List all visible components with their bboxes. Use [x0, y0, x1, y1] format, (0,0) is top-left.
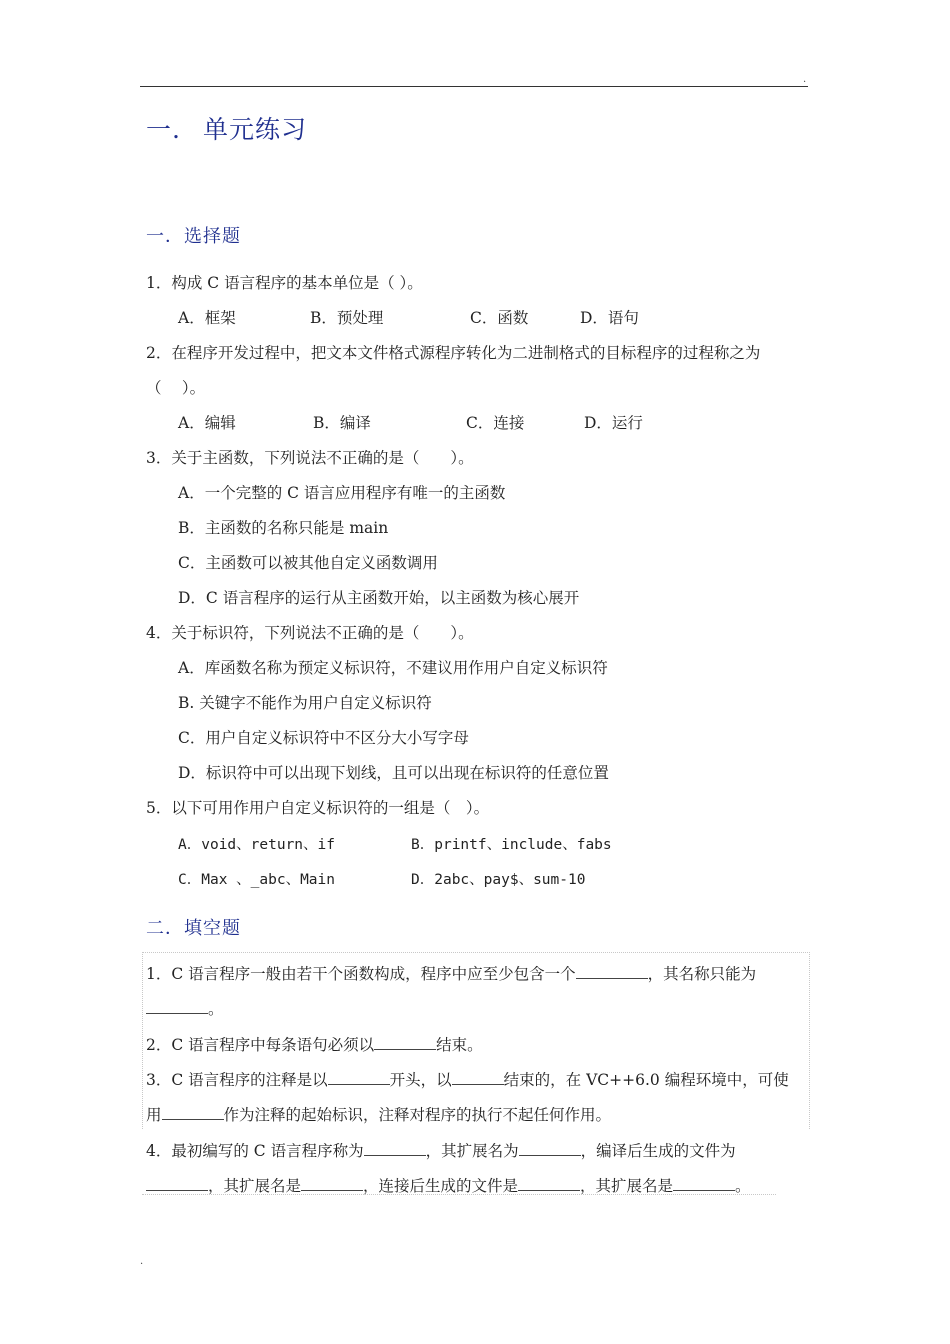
answer-blank[interactable]: [146, 999, 208, 1014]
fill-text: ，编译后生成的文件为: [580, 1142, 736, 1160]
option-b: B．主函数的名称只能是 main: [178, 519, 389, 537]
fill-text: ，其扩展名为: [425, 1142, 519, 1160]
answer-blank[interactable]: [518, 1176, 580, 1191]
question-4: 4．关于标识符，下列说法不正确的是（ ）。: [146, 624, 474, 642]
option-a: A．库函数名称为预定义标识符，不建议用作用户自定义标识符: [178, 659, 608, 677]
fill-text: 开头，以: [389, 1071, 452, 1089]
fill-question-3-line2: [146, 1105, 611, 1125]
option-d: D．标识符中可以出现下划线，且可以出现在标识符的任意位置: [178, 764, 609, 782]
fill-question-4-line2: [146, 1176, 751, 1196]
option-d: D．语句: [580, 309, 639, 327]
question-1: 1．构成 C 语言程序的基本单位是（ ）。: [146, 274, 423, 292]
question-5: 5．以下可用作用户自定义标识符的一组是（ ）。: [146, 799, 490, 817]
fill-question-1-line1: [146, 964, 756, 984]
option-d: D．C 语言程序的运行从主函数开始，以主函数为核心展开: [178, 589, 580, 607]
fill-text: 3．C 语言程序的注释是以: [146, 1071, 328, 1089]
answer-blank[interactable]: [374, 1035, 436, 1050]
fill-question-4-line1: [146, 1141, 736, 1161]
header-rule: [140, 86, 808, 87]
fill-text: ，其扩展名是: [580, 1177, 674, 1195]
fill-text: 1．C 语言程序一般由若干个函数构成，程序中应至少包含一个: [146, 965, 576, 983]
fill-question-1-line2: [146, 999, 224, 1019]
option-b: B. 关键字不能作为用户自定义标识符: [178, 694, 432, 712]
question-2-line1: 2．在程序开发过程中，把文本文件格式源程序转化为二进制格式的目标程序的过程称之为: [146, 344, 761, 362]
fill-text: 作为注释的起始标识，注释对程序的执行不起任何作用。: [223, 1106, 612, 1124]
footer-dot: .: [140, 1256, 144, 1267]
option-c: C．用户自定义标识符中不区分大小写字母: [178, 729, 469, 747]
option-c: C．Max 、_abc、Main: [178, 872, 335, 888]
option-a: A．void、return、if: [178, 837, 335, 853]
option-b: B．预处理: [310, 309, 384, 327]
option-a: A．一个完整的 C 语言应用程序有唯一的主函数: [178, 484, 506, 502]
option-d: D．运行: [584, 414, 643, 432]
option-a: A．编辑: [178, 414, 236, 432]
fill-text: 4．最初编写的 C 语言程序称为: [146, 1142, 364, 1160]
fill-box-bottom-border: [142, 1194, 776, 1195]
option-c: C．函数: [470, 309, 529, 327]
option-b: B．编译: [313, 414, 371, 432]
option-c: C．连接: [466, 414, 525, 432]
fill-text: 2．C 语言程序中每条语句必须以: [146, 1036, 375, 1054]
answer-blank[interactable]: [673, 1176, 735, 1191]
answer-blank[interactable]: [364, 1141, 426, 1156]
answer-blank[interactable]: [452, 1070, 504, 1085]
unit-number: 一.: [146, 115, 181, 144]
answer-blank[interactable]: [576, 964, 648, 979]
unit-title-text: 单元练习: [202, 115, 307, 144]
option-b: B．printf、include、fabs: [411, 837, 612, 853]
header-dot: .: [803, 74, 807, 85]
fill-text: 用: [146, 1106, 162, 1124]
section-title-choice: 一．选择题: [146, 226, 241, 247]
option-a: A．框架: [178, 309, 236, 327]
fill-text: 。: [735, 1177, 751, 1195]
answer-blank[interactable]: [519, 1141, 581, 1156]
section-title-fill: 二．填空题: [146, 918, 241, 939]
unit-heading: [146, 110, 307, 146]
fill-text: ，其扩展名是: [208, 1177, 302, 1195]
option-d: D．2abc、pay$、sum-10: [411, 872, 586, 888]
fill-text: 结束。: [436, 1036, 483, 1054]
answer-blank[interactable]: [146, 1176, 208, 1191]
fill-question-2: [146, 1035, 483, 1055]
answer-blank[interactable]: [301, 1176, 363, 1191]
question-3: 3．关于主函数，下列说法不正确的是（ ）。: [146, 449, 474, 467]
fill-text: ，其名称只能为: [647, 965, 757, 983]
question-2-line2: （ ）。: [146, 379, 206, 397]
option-c: C．主函数可以被其他自定义函数调用: [178, 554, 438, 572]
fill-text: 。: [208, 1000, 224, 1018]
answer-blank[interactable]: [328, 1070, 390, 1085]
fill-text: ，连接后生成的文件是: [363, 1177, 519, 1195]
fill-question-3-line1: [146, 1070, 789, 1090]
answer-blank[interactable]: [162, 1105, 224, 1120]
fill-text: 结束的，在 VC++6.0 编程环境中，可使: [503, 1071, 789, 1089]
